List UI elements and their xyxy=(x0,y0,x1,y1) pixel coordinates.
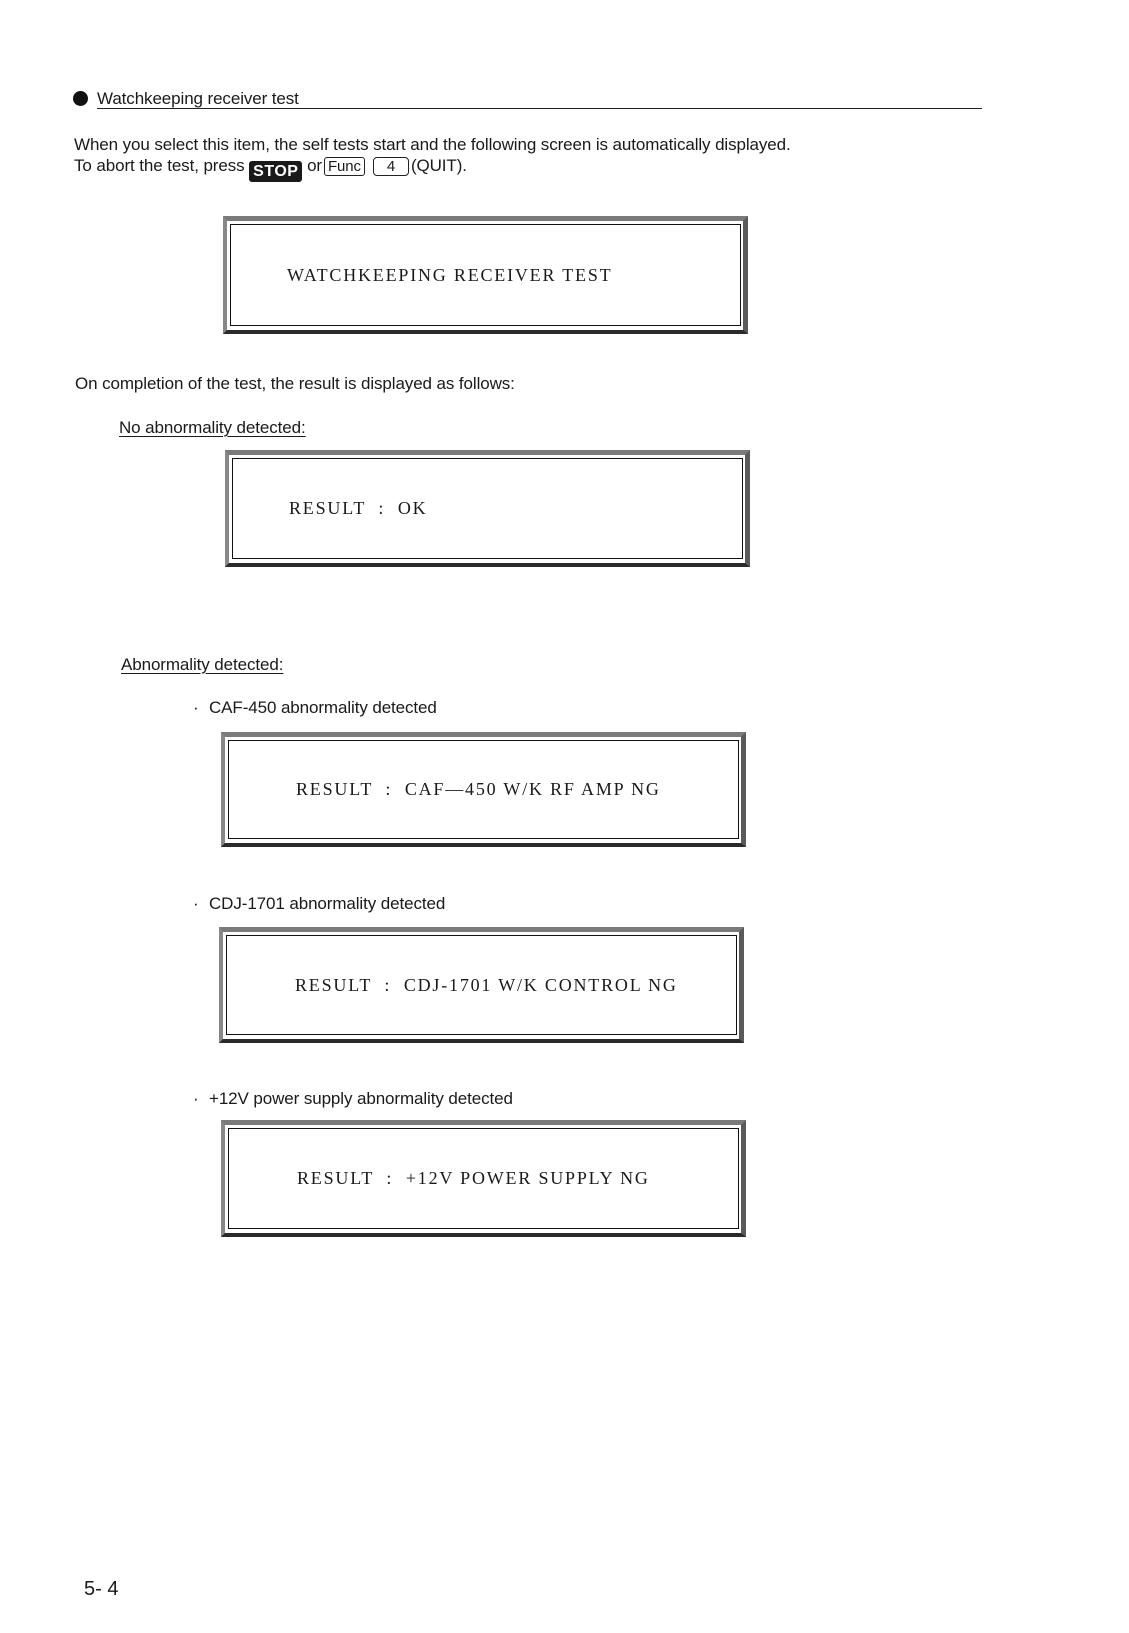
screen-text: WATCHKEEPING RECEIVER TEST xyxy=(287,264,613,285)
intro-quit: (QUIT). xyxy=(410,156,467,175)
no-abnormality-label: No abnormality detected: xyxy=(119,418,306,437)
intro-abort-text: To abort the test, press xyxy=(74,156,245,175)
screen-text: RESULT : OK xyxy=(289,498,428,519)
list-bullet: · xyxy=(193,894,199,913)
screen-text: RESULT : CDJ-1701 W/K CONTROL NG xyxy=(295,974,678,995)
list-bullet: · xyxy=(193,1089,199,1108)
caption-caf-450: CAF-450 abnormality detected xyxy=(209,698,437,717)
screen-result-ok xyxy=(225,450,750,567)
list-bullet: · xyxy=(193,698,199,717)
bullet-icon xyxy=(73,91,88,106)
screen-result-12v-power xyxy=(221,1120,746,1237)
screen-text: RESULT : CAF—450 W/K RF AMP NG xyxy=(296,779,661,800)
caption-cdj-1701: CDJ-1701 abnormality detected xyxy=(209,894,446,913)
screen-text: RESULT : +12V POWER SUPPLY NG xyxy=(297,1168,650,1189)
screen-result-caf-450 xyxy=(221,732,746,847)
caption-12v-power: +12V power supply abnormality detected xyxy=(209,1089,513,1108)
screen-test-running xyxy=(223,216,748,334)
screen-result-cdj-1701 xyxy=(219,927,744,1043)
func-key: Func xyxy=(324,157,365,176)
abnormality-label: Abnormality detected: xyxy=(121,655,284,674)
heading-rule xyxy=(97,108,982,109)
number-4-key: 4 xyxy=(373,157,409,176)
completion-text: On completion of the test, the result is displayed as follows: xyxy=(75,374,515,393)
stop-key: STOP xyxy=(249,161,302,182)
intro-or: or xyxy=(307,156,322,175)
intro-line-1: When you select this item, the self tests start and the following screen is automatically displayed. xyxy=(74,135,791,154)
intro-line-2 xyxy=(74,156,467,182)
section-title: Watchkeeping receiver test xyxy=(97,89,299,108)
page-number: 5- 4 xyxy=(84,1578,119,1600)
